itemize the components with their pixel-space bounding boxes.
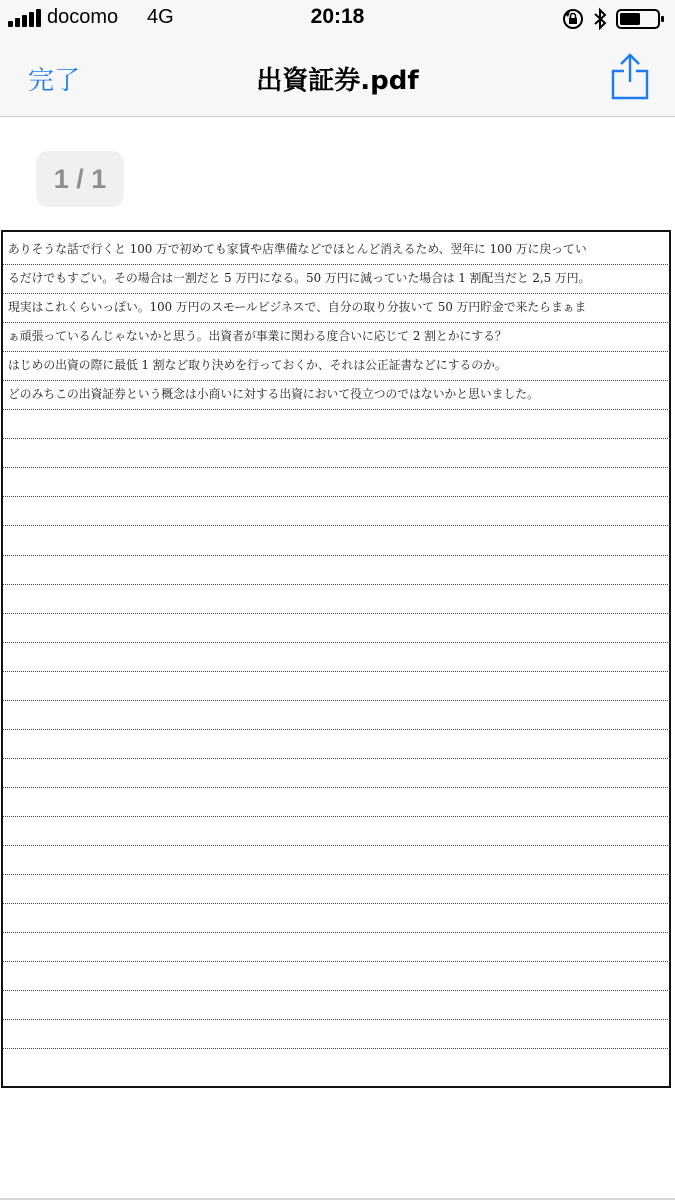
ruled-line	[3, 438, 670, 439]
document-line: はじめの出資の際に最低 1 割など取り決めを行っておくか、それは公正証書などにするのか。	[8, 358, 507, 372]
ruled-line	[3, 816, 670, 817]
ruled-line	[3, 613, 670, 614]
document-line: ぁ頑張っているんじゃないかと思う。出資者が事業に関わる度合いに応じて 2 割とかにする？	[8, 329, 507, 343]
ruled-line	[3, 990, 670, 991]
ruled-line	[3, 845, 670, 846]
done-button[interactable]: 完了	[28, 66, 81, 96]
document-line: るだけでもすごい。その場合は一割だと 5 万円になる。50 万円に減っていた場合は 1 割配当だと 2,5 万円。	[8, 271, 591, 285]
ruled-line	[3, 874, 670, 875]
bluetooth-icon	[593, 6, 607, 36]
ruled-line	[3, 758, 670, 759]
page-indicator: 1 / 1	[36, 151, 124, 207]
ruled-line	[3, 1048, 670, 1049]
share-icon[interactable]	[608, 52, 652, 102]
navigation-bar	[0, 40, 675, 117]
document-title: 出資証券.pdf	[256, 66, 419, 96]
ruled-line	[3, 409, 670, 410]
ruled-line	[3, 525, 670, 526]
ruled-line	[3, 671, 670, 672]
ruled-line	[3, 642, 670, 643]
ruled-line	[3, 467, 670, 468]
ruled-line	[3, 584, 670, 585]
ruled-line	[3, 961, 670, 962]
ruled-line	[3, 700, 670, 701]
carrier-name: docomo	[47, 6, 119, 28]
ruled-line	[3, 1019, 670, 1020]
network-type: 4G	[147, 6, 174, 28]
ruled-line	[3, 787, 670, 788]
ruled-line	[3, 932, 670, 933]
status-bar	[0, 0, 675, 40]
status-time: 20:18	[310, 5, 365, 28]
document-line: ありそうな話で行くと 100 万で初めても家賃や店準備などでほとんど消えるため、翌年に 100 万に戻ってい	[8, 242, 587, 256]
document-line: どのみちこの出資証券という概念は小商いに対する出資において役立つのではないかと思いました。	[8, 387, 539, 401]
battery-icon	[616, 6, 666, 36]
document-line: 現実はこれくらいっぽい。100 万円のスモールビジネスで、自分の取り分抜いて 50 万円貯金で来たらまぁま	[8, 300, 587, 314]
ruled-line	[3, 729, 670, 730]
orientation-lock-icon	[561, 6, 585, 36]
ruled-line	[3, 496, 670, 497]
ruled-line	[3, 555, 670, 556]
ruled-line	[3, 903, 670, 904]
